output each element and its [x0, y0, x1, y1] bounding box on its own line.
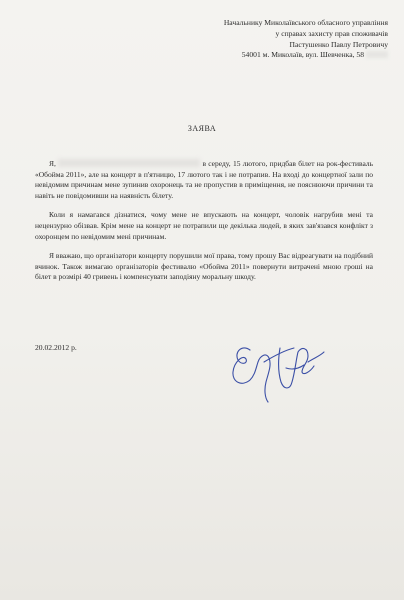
- paragraph-3: Я вважаю, що організатори концерту порушили мої права, тому прошу Вас відреагувати на подібний вчинок. Також вимагаю організаторів фестивалю «Обойма 2011» повернути витрачені мною гроші на білет в розмірі 40 гривень і компенсувати заподіяну моральну шкоду.: [35, 251, 373, 282]
- paragraph-1-end: в середу, 15 лютого, придбав білет на рок-фестиваль «Обойма 2011», але на концерт в п'ятницю, 17 лютого так і не потрапив. На вході до концертної зали по невідомим причинам мене зупинив охоронець та не пропустив в приміщення, не пояснюючи причини та навіть не повідомивши на наявність білету.: [35, 159, 374, 200]
- redacted-name: [58, 159, 200, 167]
- paragraph-1: [35, 159, 373, 201]
- document-title: ЗАЯВА: [187, 124, 217, 133]
- document-date: 20.02.2012 р.: [35, 343, 77, 352]
- paragraph-1-start: Я,: [49, 159, 56, 168]
- addressee-block: [196, 18, 388, 61]
- addressee-line-3: Пастушенко Павлу Петровичу: [289, 39, 388, 49]
- paragraph-2: Коли я намагався дізнатися, чому мене не впускають на концерт, чоловік нагрубив мені та нецензурно обізвав. Крім мене на концерт не потрапили ще декілька людей, в яких зав'язався конфлікт з охоронцем по невідомим мені причинам.: [35, 210, 373, 241]
- signature: [228, 332, 333, 412]
- addressee-line-2: у справах захисту прав споживачів: [275, 28, 388, 38]
- document-body: [35, 159, 373, 292]
- addressee-line-4: [196, 50, 388, 61]
- addressee-line-1: Начальнику Миколаївського обласного управління: [223, 18, 388, 27]
- addressee-address: 54001 м. Миколаїв, вул. Шевченка, 58: [241, 50, 364, 60]
- redaction-blur: [366, 51, 388, 58]
